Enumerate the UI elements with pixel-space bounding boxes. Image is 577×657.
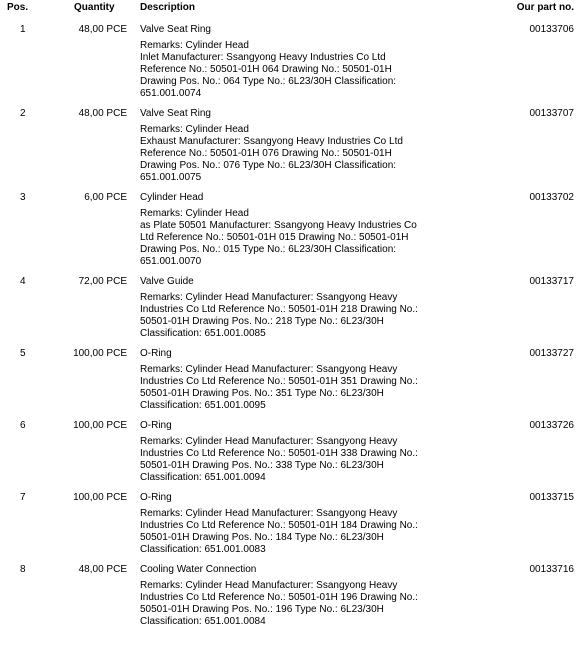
row-pos: 5 [20, 348, 26, 359]
row-description [140, 276, 440, 340]
row-part-no: 00133706 [529, 24, 574, 35]
row-part-no: 00133717 [529, 276, 574, 287]
header-quantity: Quantity [74, 2, 115, 13]
row-title: Cylinder Head [140, 192, 204, 203]
table-row [0, 192, 577, 276]
row-pos: 3 [20, 192, 26, 203]
table-row [0, 492, 577, 564]
row-part-no: 00133726 [529, 420, 574, 431]
row-title: O-Ring [140, 492, 172, 503]
row-title: Valve Seat Ring [140, 24, 211, 35]
table-row [0, 24, 577, 108]
row-part-no: 00133716 [529, 564, 574, 575]
row-quantity: 100,00 PCE [73, 492, 127, 503]
row-title: Valve Guide [140, 276, 194, 287]
row-description [140, 420, 440, 484]
row-remarks: Remarks: Cylinder Head Manufacturer: Ssangyong Heavy Industries Co Ltd Reference No.: 50501-01H 338 Drawing No.: 50501-01H Drawing Pos. No.: 338 Type No.: 6L23/30H Classification: 651.001.0094 [140, 436, 418, 483]
row-part-no: 00133702 [529, 192, 574, 203]
header-pos: Pos. [7, 2, 29, 13]
row-remarks: Remarks: Cylinder Head as Plate 50501 Manufacturer: Ssangyong Heavy Industries Co Ltd Reference No.: 50501-01H 015 Drawing No.: 50501-01H Drawing Pos. No.: 015 Type No.: 6L23/30H Classification: 651.001.0070 [140, 208, 417, 267]
table-row [0, 348, 577, 420]
item-list [0, 24, 577, 636]
row-quantity: 48,00 PCE [78, 564, 127, 575]
row-pos: 6 [20, 420, 26, 431]
row-description [140, 564, 440, 628]
table-row [0, 108, 577, 192]
row-description [140, 348, 440, 412]
row-part-no: 00133727 [529, 348, 574, 359]
table-row [0, 420, 577, 492]
row-part-no: 00133715 [529, 492, 574, 503]
row-quantity: 6,00 PCE [84, 192, 127, 203]
row-remarks: Remarks: Cylinder Head Manufacturer: Ssangyong Heavy Industries Co Ltd Reference No.: 50501-01H 218 Drawing No.: 50501-01H Drawing Pos. No.: 218 Type No.: 6L23/30H Classification: 651.001.0085 [140, 292, 418, 339]
row-title: Cooling Water Connection [140, 564, 257, 575]
row-part-no: 00133707 [529, 108, 574, 119]
row-remarks: Remarks: Cylinder Head Manufacturer: Ssangyong Heavy Industries Co Ltd Reference No.: 50501-01H 351 Drawing No.: 50501-01H Drawing Pos. No.: 351 Type No.: 6L23/30H Classification: 651.001.0095 [140, 364, 418, 411]
row-quantity: 72,00 PCE [78, 276, 127, 287]
row-pos: 4 [20, 276, 26, 287]
row-quantity: 100,00 PCE [73, 420, 127, 431]
header-part-no: Our part no. [516, 2, 574, 13]
table-row [0, 276, 577, 348]
row-title: O-Ring [140, 420, 172, 431]
row-remarks: Remarks: Cylinder Head Inlet Manufacturer: Ssangyong Heavy Industries Co Ltd Reference No.: 50501-01H 064 Drawing No.: 50501-01H Drawing Pos. No.: 064 Type No.: 6L23/30H Classification: 651.001.0074 [140, 40, 397, 99]
row-quantity: 48,00 PCE [78, 24, 127, 35]
row-remarks: Remarks: Cylinder Head Manufacturer: Ssangyong Heavy Industries Co Ltd Reference No.: 50501-01H 196 Drawing No.: 50501-01H Drawing Pos. No.: 196 Type No.: 6L23/30H Classification: 651.001.0084 [140, 580, 418, 627]
table-row [0, 564, 577, 636]
row-quantity: 100,00 PCE [73, 348, 127, 359]
header-description: Description [140, 2, 196, 13]
row-title: O-Ring [140, 348, 172, 359]
row-pos: 1 [20, 24, 26, 35]
row-pos: 7 [20, 492, 26, 503]
row-description [140, 192, 440, 268]
row-pos: 2 [20, 108, 26, 119]
row-description [140, 108, 440, 184]
row-description [140, 24, 440, 100]
row-pos: 8 [20, 564, 26, 575]
row-remarks: Remarks: Cylinder Head Manufacturer: Ssangyong Heavy Industries Co Ltd Reference No.: 50501-01H 184 Drawing No.: 50501-01H Drawing Pos. No.: 184 Type No.: 6L23/30H Classification: 651.001.0083 [140, 508, 418, 555]
row-remarks: Remarks: Cylinder Head Exhaust Manufacturer: Ssangyong Heavy Industries Co Ltd Reference No.: 50501-01H 076 Drawing No.: 50501-01H Drawing Pos. No.: 076 Type No.: 6L23/30H Classification: 651.001.0075 [140, 124, 403, 183]
row-description [140, 492, 440, 556]
row-title: Valve Seat Ring [140, 108, 211, 119]
row-quantity: 48,00 PCE [78, 108, 127, 119]
